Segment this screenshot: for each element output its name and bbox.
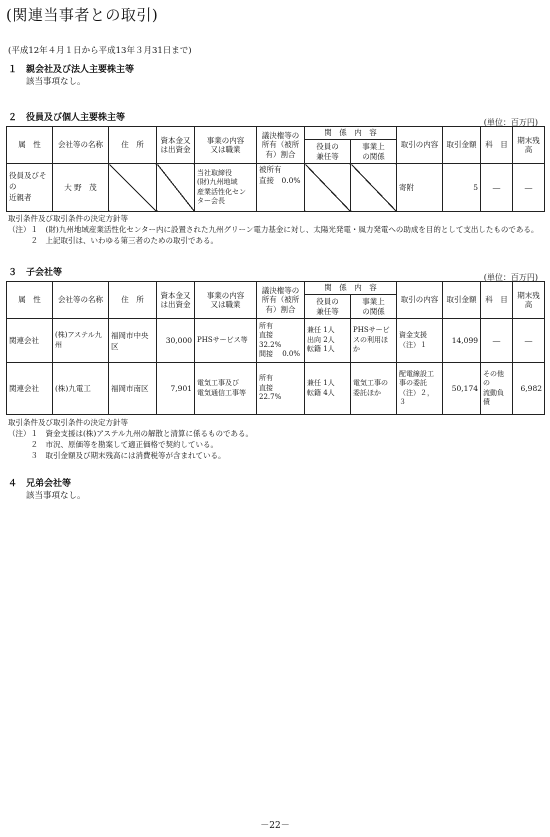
header-amount: 取引金額 bbox=[443, 282, 481, 319]
cell-name: (株)アステル九州 bbox=[53, 319, 109, 363]
header-content: 取引の内容 bbox=[397, 282, 443, 319]
section-3-unit: (単位：百万円) bbox=[483, 273, 538, 282]
header-company: 会社等の名称 bbox=[53, 282, 109, 319]
cell-officer: 兼任 1人 転籍 4人 bbox=[305, 363, 351, 415]
header-company: 会社等の名称 bbox=[53, 127, 109, 164]
cell-zokusei: 役員及びその 近親者 bbox=[7, 164, 53, 212]
note-line: （注）１ 資金支援は(株)アステル九州の解散と清算に係るものである。 bbox=[8, 428, 254, 438]
cell-content: 配電線設工 事の委託 （注）２，３ bbox=[397, 363, 443, 415]
section-2-unit: (単位：百万円) bbox=[483, 118, 538, 127]
section-1-heading: １ 親会社及び法人主要株主等 bbox=[8, 65, 135, 75]
header-account: 科 目 bbox=[481, 127, 513, 164]
page-number: －22－ bbox=[260, 821, 290, 831]
header-content: 取引の内容 bbox=[397, 127, 443, 164]
section-3-heading: ３ 子会社等 bbox=[8, 268, 63, 278]
cell-balance: ― bbox=[513, 164, 545, 212]
header-business: 事業の内容 又は職業 bbox=[195, 127, 257, 164]
cell-vote: 被所有 直接 0.0% bbox=[257, 164, 305, 212]
cell-amount: 5 bbox=[443, 164, 481, 212]
header-balance: 期末残高 bbox=[513, 127, 545, 164]
header-balance: 期末残高 bbox=[513, 282, 545, 319]
cell-address: 福岡市中央区 bbox=[109, 319, 157, 363]
section-2-heading: ２ 役員及び個人主要株主等 bbox=[8, 113, 126, 123]
cell-capital: 30,000 bbox=[157, 319, 195, 363]
cell-business: 電気工事及び 電気通信工事等 bbox=[195, 363, 257, 415]
header-relation: 関 係 内 容 bbox=[305, 127, 397, 140]
subsidiaries-table bbox=[6, 281, 545, 415]
header-zokusei: 属 性 bbox=[7, 282, 53, 319]
section-2-notes bbox=[8, 214, 538, 247]
note-line: ２ 市況、原価等を勘案して適正価格で契約している。 bbox=[8, 439, 218, 449]
officers-table bbox=[6, 126, 545, 212]
cell-balance: 6,982 bbox=[513, 363, 545, 415]
header-vote: 議決権等の 所有（被所 有）割合 bbox=[257, 127, 305, 164]
section-4-text: 該当事項なし。 bbox=[26, 491, 86, 501]
cell-officer: 兼任 1人 出向 2人 転籍 1人 bbox=[305, 319, 351, 363]
note-line: （注）１ (財)九州地域産業活性化センター内に設置された九州グリーン電力基金に対し、太陽光発電・風力発電への助成を目的として支出したものである。 bbox=[8, 224, 539, 234]
note-line: 取引条件及び取引条件の決定方針等 bbox=[8, 418, 128, 427]
section-1-text: 該当事項なし。 bbox=[26, 77, 86, 87]
header-amount: 取引金額 bbox=[443, 127, 481, 164]
header-zokusei: 属 性 bbox=[7, 127, 53, 164]
table-row bbox=[7, 319, 545, 363]
fiscal-period: (平成12年４月１日から平成13年３月31日まで) bbox=[8, 46, 192, 56]
cell-name: 大 野 茂 bbox=[53, 164, 109, 212]
cell-empty bbox=[351, 164, 397, 212]
cell-account: ― bbox=[481, 164, 513, 212]
header-capital: 資本金又 は出資金 bbox=[157, 282, 195, 319]
header-vote: 議決権等の 所有（被所 有）割合 bbox=[257, 282, 305, 319]
cell-empty bbox=[157, 164, 195, 212]
cell-content: 資金支援 （注）１ bbox=[397, 319, 443, 363]
cell-amount: 50,174 bbox=[443, 363, 481, 415]
note-line: ３ 取引金額及び期末残高には消費税等が含まれている。 bbox=[8, 450, 226, 460]
header-business: 事業の内容 又は職業 bbox=[195, 282, 257, 319]
cell-capital: 7,901 bbox=[157, 363, 195, 415]
header-bizrel: 事業上 の関係 bbox=[351, 140, 397, 164]
cell-empty bbox=[305, 164, 351, 212]
note-line: ２ 上記取引は、いわゆる第三者のための取引である。 bbox=[8, 235, 218, 245]
cell-zokusei: 関連会社 bbox=[7, 363, 53, 415]
cell-bizrel: PHSサービスの利用ほか bbox=[351, 319, 397, 363]
header-address: 住 所 bbox=[109, 282, 157, 319]
header-bizrel: 事業上 の関係 bbox=[351, 295, 397, 319]
header-relation: 関 係 内 容 bbox=[305, 282, 397, 295]
header-account: 科 目 bbox=[481, 282, 513, 319]
header-capital: 資本金又 は出資金 bbox=[157, 127, 195, 164]
cell-balance: ― bbox=[513, 319, 545, 363]
section-3-notes bbox=[8, 418, 253, 462]
header-officer: 役員の 兼任等 bbox=[305, 140, 351, 164]
cell-account: その他の 流動負債 bbox=[481, 363, 513, 415]
section-4-heading: ４ 兄弟会社等 bbox=[8, 479, 72, 489]
cell-vote: 所有 直接 32.2% 間接 0.0% bbox=[257, 319, 305, 363]
cell-vote: 所有 直接 22.7% bbox=[257, 363, 305, 415]
cell-business: PHSサービス等 bbox=[195, 319, 257, 363]
header-officer: 役員の 兼任等 bbox=[305, 295, 351, 319]
cell-amount: 14,099 bbox=[443, 319, 481, 363]
cell-empty bbox=[109, 164, 157, 212]
page-title: (関連当事者との取引) bbox=[6, 6, 159, 24]
cell-account: ― bbox=[481, 319, 513, 363]
cell-bizrel: 電気工事の 委託ほか bbox=[351, 363, 397, 415]
table-row bbox=[7, 363, 545, 415]
header-address: 住 所 bbox=[109, 127, 157, 164]
cell-business: 当社取締役 (財)九州地域 産業活性化セン ター会長 bbox=[195, 164, 257, 212]
cell-zokusei: 関連会社 bbox=[7, 319, 53, 363]
cell-name: (株)九電工 bbox=[53, 363, 109, 415]
cell-address: 福岡市南区 bbox=[109, 363, 157, 415]
note-line: 取引条件及び取引条件の決定方針等 bbox=[8, 214, 128, 223]
table-row bbox=[7, 164, 545, 212]
cell-content: 寄附 bbox=[397, 164, 443, 212]
